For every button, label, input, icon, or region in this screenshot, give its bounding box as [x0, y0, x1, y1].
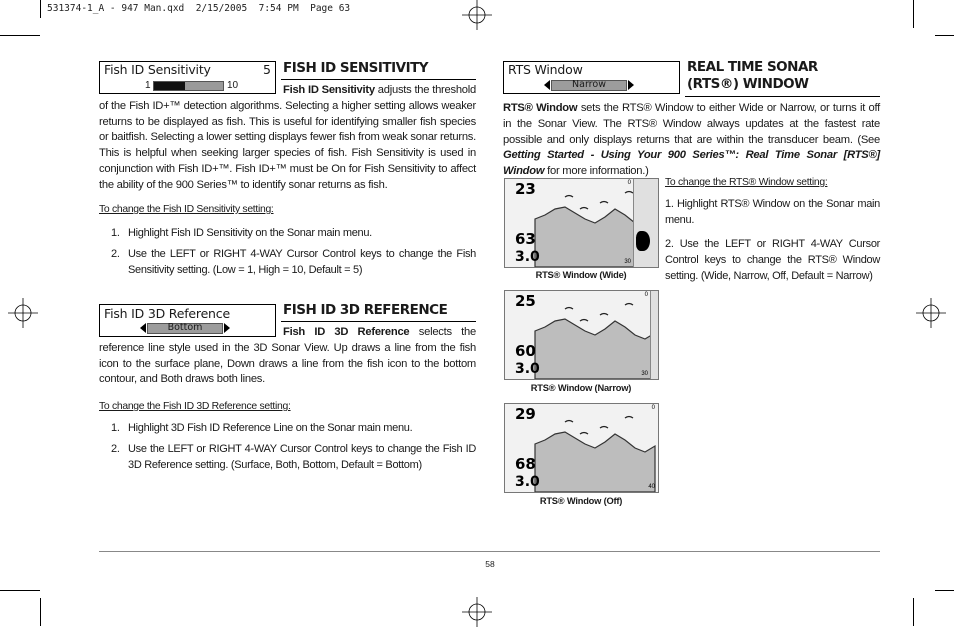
step-text: Use the LEFT or RIGHT 4-WAY Cursor Control keys to change the Fish Sensitivity setting. (Low = 1, High = 10, Default = 5)	[128, 248, 476, 276]
procedure-subheading: To change the Fish ID Sensitivity setting:	[99, 204, 274, 215]
section-heading: FISH ID 3D REFERENCE	[283, 302, 448, 318]
depth-scale-top: 0	[651, 405, 655, 411]
step-number: 1.	[111, 422, 120, 434]
step-text: Highlight 3D Fish ID Reference Line on the Sonar main menu.	[128, 422, 413, 434]
depth-scale-top: 0	[644, 292, 648, 298]
cross-reference: Getting Started - Using Your 900 Series™: Real Time Sonar [RTS®] Window	[503, 149, 880, 178]
fish-arch-icon	[625, 417, 633, 419]
sonar-screenshot	[504, 178, 659, 268]
step-text: Use the LEFT or RIGHT 4-WAY Cursor Control keys to change the Fish ID 3D Reference setting. (Surface, Both, Bottom, Default = Bottom)	[128, 443, 476, 471]
heading-rule	[281, 321, 476, 322]
fish-arch-icon	[625, 192, 633, 194]
body-text: sets the RTS® Window to either Wide or Narrow, or turns it off in the Sonar View. The RTS® Window always updates at the fastest rate possible and only displays returns that are within the transducer beam. (See	[503, 102, 880, 146]
body-text: selects the reference line style used in the 3D Sonar View. Up draws a line from the fish icon to the surface plane, Down draws a line from the fish icon to the bottom contour, and Both draws both lines.	[99, 326, 476, 386]
depth-scale-bottom: 30	[624, 259, 631, 265]
heading-rule	[281, 79, 476, 80]
body-text: for more information.)	[544, 165, 649, 178]
print-slug: 531374-1_A - 947 Man.qxd 2/15/2005 7:54 PM Page 63	[47, 3, 351, 14]
screenshot-caption: RTS® Window (Narrow)	[530, 383, 632, 393]
registration-mark-icon	[460, 0, 494, 34]
slider-min-label: 1	[145, 80, 151, 91]
crop-mark	[913, 598, 914, 626]
fish-arch-icon	[600, 314, 608, 316]
procedure-step	[111, 441, 476, 475]
crop-mark	[913, 0, 914, 28]
body-lead: Fish ID Sensitivity	[283, 84, 375, 96]
step-number: 2.	[111, 248, 120, 260]
depth-readout: 23	[515, 180, 536, 198]
rts-window-strip	[650, 291, 658, 379]
fish-arch-icon	[565, 421, 573, 423]
step-text	[665, 196, 880, 228]
step-text: Use the LEFT or RIGHT 4-WAY Cursor Control keys to change the RTS® Window setting. (Wide, Narrow, Off, Default = Narrow)	[665, 238, 880, 282]
procedure-step	[111, 246, 476, 280]
depth-readout: 29	[515, 405, 536, 423]
value-selector	[551, 80, 627, 91]
procedure-subheading: To change the Fish ID 3D Reference setting:	[99, 401, 291, 412]
crop-mark	[40, 598, 41, 626]
menu-title: Fish ID Sensitivity	[104, 62, 211, 77]
chevron-right-icon	[628, 80, 634, 90]
heading-rule	[685, 96, 880, 97]
step-text	[665, 236, 880, 284]
depth-scale-bottom: 30	[641, 371, 648, 377]
selector-value: Narrow	[572, 79, 606, 90]
heading-line: (RTS®) WINDOW	[687, 76, 809, 92]
rts-window-strip	[633, 179, 658, 267]
registration-mark-icon	[6, 296, 40, 330]
footer-rule	[99, 551, 880, 552]
section-body	[99, 83, 476, 194]
crop-mark	[935, 35, 954, 36]
step-number: 1.	[665, 198, 674, 210]
fish-arch-icon	[600, 202, 608, 204]
chevron-left-icon	[544, 80, 550, 90]
rts-window-menu-box	[503, 61, 680, 94]
procedure-step	[665, 196, 880, 230]
heading-line: REAL TIME SONAR	[687, 59, 818, 75]
step-number: 2.	[111, 443, 120, 455]
depth-scale-top: 0	[627, 180, 631, 186]
fish-arch-icon	[565, 308, 573, 310]
menu-title: Fish ID 3D Reference	[104, 306, 230, 321]
speed-readout: 3.0	[515, 249, 540, 265]
crop-mark	[935, 590, 954, 591]
rts-return-blob	[636, 231, 650, 251]
step-number: 1.	[111, 227, 120, 239]
bottom-contour	[535, 432, 655, 492]
fish-arch-icon	[565, 196, 573, 198]
body-text: adjusts the threshold of the Fish ID+™ detection algorithms. Selecting a higher setting allows weaker returns to be displayed as fish. This is useful for identifying smaller fish species or baitfish. Selecting a lower setting displays fewer fish from weak sonar returns. This is helpful when seeking larger species of fish. Fish Sensitivity is used in conjunction with Fish ID+™. Fish ID+™ must be On for Fish Sensitivity to affect the ability of the 900 Series™ to identify sonar returns as fish.	[99, 84, 476, 191]
section-heading	[687, 59, 818, 93]
section-body	[99, 325, 476, 388]
temperature-readout: 60	[515, 342, 536, 360]
fish-arch-icon	[600, 427, 608, 429]
step-text: Highlight Fish ID Sensitivity on the Sonar main menu.	[128, 227, 372, 239]
fish-arch-icon	[625, 304, 633, 306]
procedure-subheading: To change the RTS® Window setting:	[665, 177, 828, 188]
procedure-step	[665, 236, 880, 286]
fish-arch-icon	[580, 208, 588, 210]
menu-value: 5	[263, 62, 271, 77]
step-text: Highlight RTS® Window on the Sonar main menu.	[665, 198, 880, 226]
sonar-screenshot	[504, 290, 659, 380]
speed-readout: 3.0	[515, 361, 540, 377]
menu-title: RTS Window	[508, 62, 583, 77]
sonar-screenshot	[504, 403, 659, 493]
selector-value: Bottom	[167, 322, 203, 333]
depth-readout: 25	[515, 292, 536, 310]
section-body	[503, 101, 880, 180]
bottom-contour	[535, 319, 655, 379]
crop-mark	[0, 35, 40, 36]
speed-readout: 3.0	[515, 474, 540, 490]
depth-scale-bottom: 40	[648, 484, 655, 490]
fish-arch-icon	[580, 433, 588, 435]
crop-mark	[40, 0, 41, 18]
procedure-step	[111, 420, 476, 438]
step-number: 2.	[665, 238, 674, 250]
screenshot-caption: RTS® Window (Off)	[539, 496, 623, 506]
temperature-readout: 68	[515, 455, 536, 473]
temperature-readout: 63	[515, 230, 536, 248]
procedure-step	[111, 225, 476, 243]
page-number: 58	[485, 559, 495, 569]
body-lead: Fish ID 3D Reference	[283, 326, 410, 338]
crop-mark	[0, 590, 40, 591]
section-heading: FISH ID SENSITIVITY	[283, 60, 429, 76]
registration-mark-icon	[914, 296, 948, 330]
body-lead: RTS® Window	[503, 102, 578, 114]
slider-max-label: 10	[227, 80, 239, 91]
fish-arch-icon	[580, 320, 588, 322]
screenshot-caption: RTS® Window (Wide)	[535, 270, 627, 280]
